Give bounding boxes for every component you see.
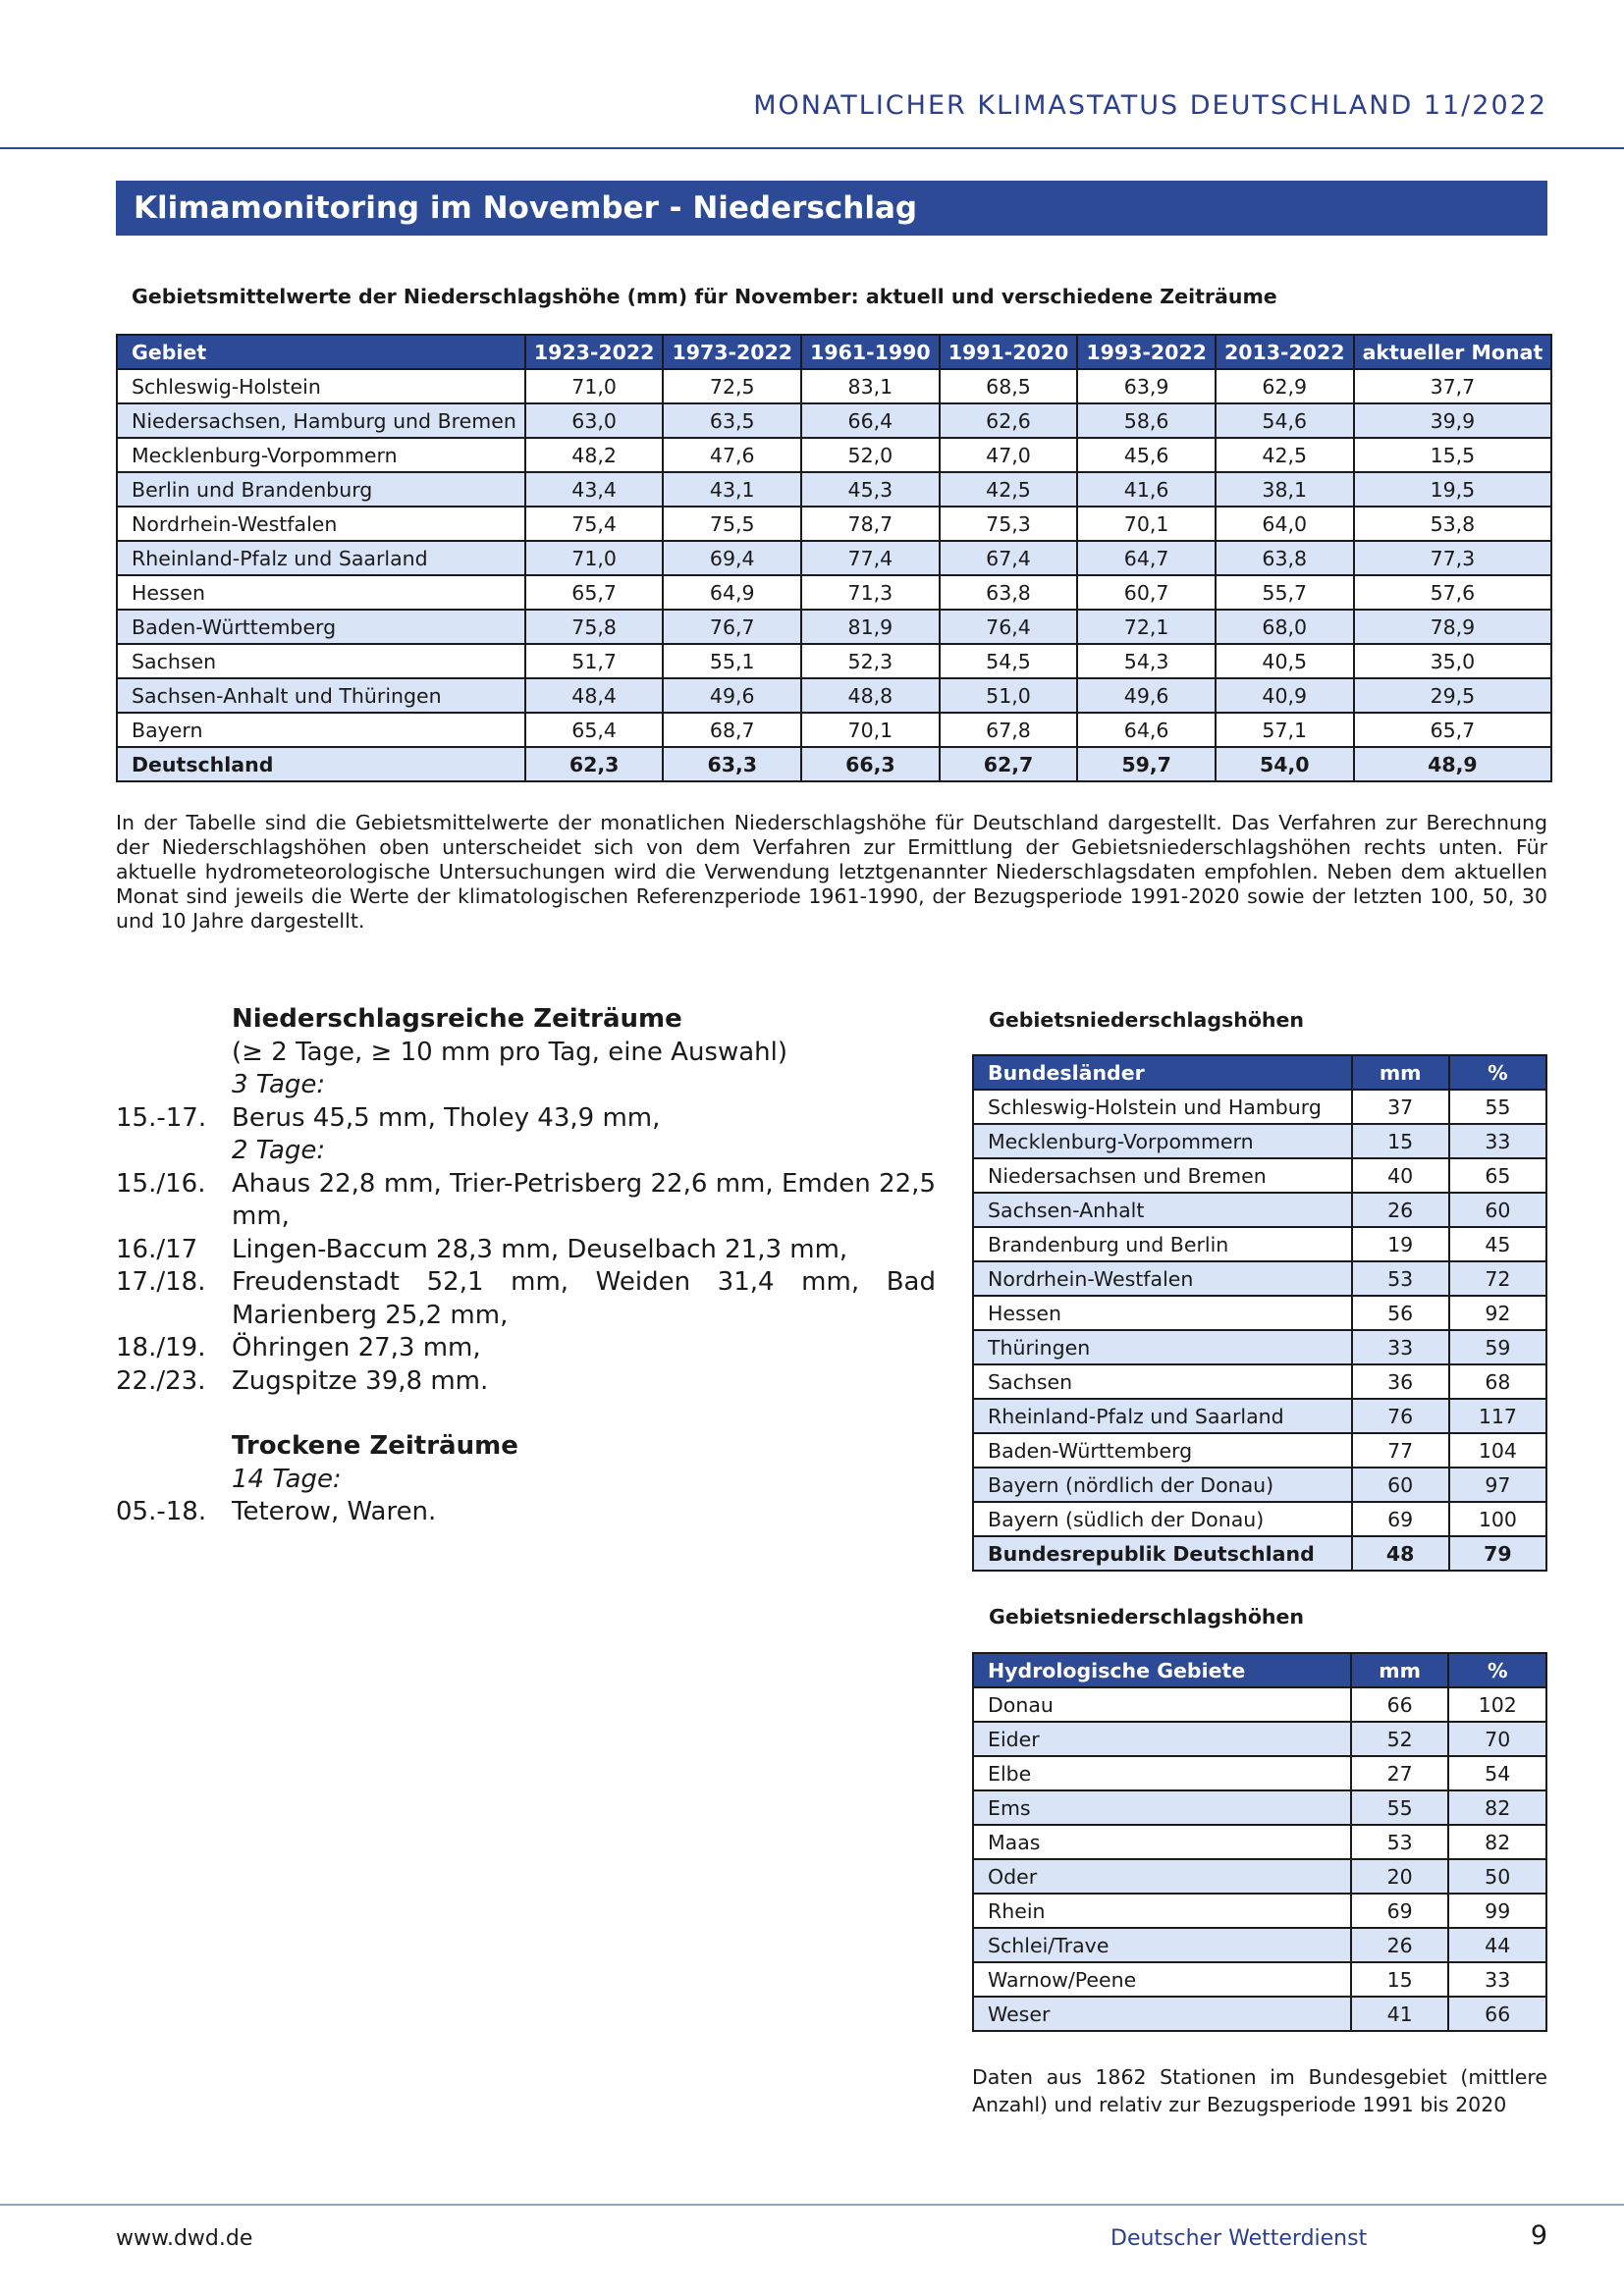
table-row [117,438,1551,472]
table-cell: 54,5 [940,644,1078,678]
table-cell: 78,7 [801,507,940,541]
two-days-label: 2 Tage: [232,1136,326,1165]
row-label: Mecklenburg-Vorpommern [973,1124,1352,1158]
laender-table [972,1054,1547,1572]
table-row [973,1790,1546,1825]
table-row [117,472,1551,507]
column-header: 1923-2022 [525,335,664,369]
table-cell: 75,4 [525,507,664,541]
table-cell: 53,8 [1354,507,1552,541]
column-header: 2013-2022 [1216,335,1354,369]
table-cell: 40,9 [1216,678,1354,713]
row-label: Eider [973,1722,1351,1756]
table-cell: 62,9 [1216,369,1354,403]
table-cell: 65,4 [525,713,664,747]
event-stations: Zugspitze 39,8 mm. [232,1365,489,1396]
row-label: Sachsen [973,1364,1352,1399]
table-cell: 59,7 [1077,747,1216,781]
laender-table-caption: Gebietsniederschlagshöhen [989,1008,1305,1032]
table-cell: 55,1 [663,644,801,678]
table-cell: 65,7 [1354,713,1552,747]
table-row [973,1536,1546,1571]
table-cell: 43,4 [525,472,664,507]
table-row [973,1158,1546,1193]
row-label: Warnow/Peene [973,1962,1351,1997]
table-cell: 71,3 [801,575,940,610]
table-cell: 75,5 [663,507,801,541]
section-title: Klimamonitoring im November - Niederschlag [116,181,1547,236]
table-cell: 19,5 [1354,472,1552,507]
row-label: Niedersachsen, Hamburg und Bremen [117,403,525,438]
dry-events [116,1496,936,1529]
column-header: % [1448,1653,1546,1687]
event-date: 18./19. [116,1333,206,1362]
table-cell: 76 [1352,1399,1449,1433]
table-cell: 83,1 [801,369,940,403]
table-cell: 67,4 [940,541,1078,575]
table-cell: 15 [1352,1124,1449,1158]
table-row [117,747,1551,781]
table-cell: 68 [1449,1364,1546,1399]
table-cell: 41 [1351,1997,1449,2031]
row-label: Deutschland [117,747,525,781]
table-row [117,644,1551,678]
row-label: Oder [973,1859,1351,1894]
table-cell: 76,4 [940,610,1078,644]
table-cell: 60,7 [1077,575,1216,610]
table-row [973,1124,1546,1158]
table-row [117,575,1551,610]
table-cell: 70,1 [801,713,940,747]
table-cell: 39,9 [1354,403,1552,438]
website-link[interactable]: www.dwd.de [116,2226,253,2251]
table-cell: 71,0 [525,541,664,575]
dry-periods-title: Trockene Zeiträume [232,1431,518,1461]
table-cell: 79 [1449,1536,1546,1571]
row-label: Brandenburg und Berlin [973,1227,1352,1261]
event-stations: Berus 45,5 mm, Tholey 43,9 mm, [232,1102,661,1133]
description-paragraph: In der Tabelle sind die Gebietsmittelwerte der monatlichen Niederschlagshöhe für Deutschland dargestellt. Das Verfahren zur Berechnung der Niederschlagshöhen oben unterscheidet sich von dem Verfahren zur Ermittlung der Gebietsniederschlagshöhen rechts unten. Für aktuelle hydrometeorologische Untersuchungen wird die Verwendung letztgenannter Niederschlagsdaten empfohlen. Neben dem aktuellen Monat sind jeweils die Werte der klimatologischen Referenzperiode 1961-1990, der Bezugsperiode 1991-2020 sowie der letzten 100, 50, 30 und 10 Jahre dargestellt. [116,811,1547,933]
table-cell: 48 [1352,1536,1449,1571]
hydro-table [972,1652,1547,2032]
table-row [117,507,1551,541]
table-cell: 63,8 [940,575,1078,610]
table-cell: 72,5 [663,369,801,403]
table-cell: 77 [1352,1433,1449,1468]
table-cell: 75,3 [940,507,1078,541]
table-cell: 76,7 [663,610,801,644]
row-label: Sachsen [117,644,525,678]
table-cell: 27 [1351,1756,1449,1790]
table-cell: 26 [1352,1193,1449,1227]
table-cell: 70 [1448,1722,1546,1756]
table-cell: 69,4 [663,541,801,575]
row-label: Hessen [973,1296,1352,1330]
event-date: 05.-18. [116,1497,207,1526]
table-cell: 54 [1448,1756,1546,1790]
table-row [973,1502,1546,1536]
table-cell: 37,7 [1354,369,1552,403]
table-cell: 47,0 [940,438,1078,472]
event-item [116,1234,936,1267]
table-cell: 40 [1352,1158,1449,1193]
table-cell: 64,9 [663,575,801,610]
page-number: 9 [1530,2220,1547,2251]
event-item [116,1496,936,1529]
row-label: Schleswig-Holstein [117,369,525,403]
table-cell: 64,6 [1077,713,1216,747]
table-cell: 63,0 [525,403,664,438]
table-cell: 72 [1449,1261,1546,1296]
table-cell: 44 [1448,1928,1546,1962]
column-header: 1991-2020 [940,335,1078,369]
table-cell: 48,9 [1354,747,1552,781]
table-row [973,1399,1546,1433]
table-row [973,1722,1546,1756]
table-row [117,713,1551,747]
row-label: Donau [973,1687,1351,1722]
row-label: Sachsen-Anhalt [973,1193,1352,1227]
three-days-label: 3 Tage: [232,1070,326,1099]
row-label: Maas [973,1825,1351,1859]
table-row [973,1962,1546,1997]
table-cell: 45,3 [801,472,940,507]
table-cell: 55 [1449,1090,1546,1124]
table-cell: 65,7 [525,575,664,610]
table-row [117,541,1551,575]
footer-divider [0,2204,1624,2206]
event-date: 16./17 [116,1234,198,1264]
table-cell: 53 [1352,1261,1449,1296]
table-row [973,1997,1546,2031]
table-cell: 33 [1449,1124,1546,1158]
table-cell: 66,4 [801,403,940,438]
column-header: 1973-2022 [663,335,801,369]
table-cell: 15,5 [1354,438,1552,472]
two-day-events [116,1168,936,1399]
row-label: Bundesrepublik Deutschland [973,1536,1352,1571]
row-label: Sachsen-Anhalt und Thüringen [117,678,525,713]
row-label: Niedersachsen und Bremen [973,1158,1352,1193]
table-row [973,1928,1546,1962]
table-cell: 75,8 [525,610,664,644]
table-cell: 66 [1351,1687,1449,1722]
row-label: Mecklenburg-Vorpommern [117,438,525,472]
table-cell: 57,1 [1216,713,1354,747]
table-cell: 70,1 [1077,507,1216,541]
table-row [973,1193,1546,1227]
table-cell: 41,6 [1077,472,1216,507]
table-cell: 63,9 [1077,369,1216,403]
data-note: Daten aus 1862 Stationen im Bundesgebiet (mittlere Anzahl) und relativ zur Bezugsperiode 1991 bis 2020 [972,2065,1547,2116]
event-date: 17./18. [116,1267,206,1297]
table-cell: 64,7 [1077,541,1216,575]
table-cell: 63,8 [1216,541,1354,575]
table-cell: 62,7 [940,747,1078,781]
column-header: mm [1352,1055,1449,1090]
row-label: Elbe [973,1756,1351,1790]
table-cell: 65 [1449,1158,1546,1193]
precipitation-table [116,334,1552,782]
table-cell: 52,0 [801,438,940,472]
column-header: 1961-1990 [801,335,940,369]
column-header: Gebiet [117,335,525,369]
row-label: Hessen [117,575,525,610]
row-label: Berlin und Brandenburg [117,472,525,507]
table-cell: 55 [1351,1790,1449,1825]
column-header: Hydrologische Gebiete [973,1653,1351,1687]
event-date: 15./16. [116,1168,206,1199]
event-date: 22./23. [116,1365,206,1396]
wet-periods-title: Niederschlagsreiche Zeiträume [232,1004,682,1034]
event-item [116,1332,936,1365]
table-cell: 43,1 [663,472,801,507]
row-label: Thüringen [973,1330,1352,1364]
table-cell: 67,8 [940,713,1078,747]
table-cell: 15 [1351,1962,1449,1997]
table-cell: 45,6 [1077,438,1216,472]
table-cell: 26 [1351,1928,1449,1962]
table-row [117,369,1551,403]
table-row [973,1330,1546,1364]
table-cell: 33 [1352,1330,1449,1364]
event-stations: Lingen-Baccum 28,3 mm, Deuselbach 21,3 mm, [232,1234,848,1264]
event-item [116,1168,936,1234]
table-cell: 63,5 [663,403,801,438]
precipitation-events [116,1003,936,1529]
table-cell: 92 [1449,1296,1546,1330]
table-cell: 58,6 [1077,403,1216,438]
table-cell: 42,5 [1216,438,1354,472]
table-cell: 57,6 [1354,575,1552,610]
table-row [973,1468,1546,1502]
table-cell: 63,3 [663,747,801,781]
table-cell: 68,0 [1216,610,1354,644]
row-label: Weser [973,1997,1351,2031]
column-header: mm [1351,1653,1449,1687]
table-row [117,678,1551,713]
table-cell: 77,4 [801,541,940,575]
table-cell: 72,1 [1077,610,1216,644]
table-cell: 53 [1351,1825,1449,1859]
table-cell: 97 [1449,1468,1546,1502]
table-row [973,1364,1546,1399]
row-label: Nordrhein-Westfalen [117,507,525,541]
table-cell: 40,5 [1216,644,1354,678]
table-cell: 62,3 [525,747,664,781]
header-divider [0,147,1624,149]
table-row [973,1227,1546,1261]
table-row [973,1433,1546,1468]
table-cell: 51,7 [525,644,664,678]
row-label: Bayern (südlich der Donau) [973,1502,1352,1536]
event-item [116,1102,936,1136]
row-label: Ems [973,1790,1351,1825]
table-cell: 81,9 [801,610,940,644]
table-cell: 82 [1448,1825,1546,1859]
table-cell: 117 [1449,1399,1546,1433]
row-label: Rheinland-Pfalz und Saarland [117,541,525,575]
table-cell: 62,6 [940,403,1078,438]
table-row [117,403,1551,438]
header-title: MONATLICHER KLIMASTATUS DEUTSCHLAND 11/2022 [753,90,1547,121]
table-cell: 38,1 [1216,472,1354,507]
table-cell: 51,0 [940,678,1078,713]
table-cell: 19 [1352,1227,1449,1261]
column-header: 1993-2022 [1077,335,1216,369]
table-cell: 33 [1448,1962,1546,1997]
table-cell: 49,6 [663,678,801,713]
main-table-caption: Gebietsmittelwerte der Niederschlagshöhe (mm) für November: aktuell und verschiedene Zeiträume [132,285,1277,308]
table-cell: 69 [1352,1502,1449,1536]
table-cell: 37 [1352,1090,1449,1124]
table-cell: 55,7 [1216,575,1354,610]
event-date: 15.-17. [116,1102,207,1133]
column-header: Bundesländer [973,1055,1352,1090]
event-stations: Ahaus 22,8 mm, Trier-Petrisberg 22,6 mm, Emden 22,5 mm, [232,1168,936,1231]
event-stations: Teterow, Waren. [232,1497,437,1526]
table-cell: 47,6 [663,438,801,472]
table-cell: 54,0 [1216,747,1354,781]
table-cell: 49,6 [1077,678,1216,713]
wet-periods-subtitle: (≥ 2 Tage, ≥ 10 mm pro Tag, eine Auswahl) [232,1037,788,1067]
table-cell: 59 [1449,1330,1546,1364]
table-cell: 99 [1448,1894,1546,1928]
table-cell: 60 [1449,1193,1546,1227]
table-row [973,1090,1546,1124]
row-label: Rhein [973,1894,1351,1928]
table-row [973,1687,1546,1722]
table-cell: 102 [1448,1687,1546,1722]
table-cell: 77,3 [1354,541,1552,575]
event-item [116,1266,936,1332]
row-label: Rheinland-Pfalz und Saarland [973,1399,1352,1433]
table-cell: 45 [1449,1227,1546,1261]
event-stations: Freudenstadt 52,1 mm, Weiden 31,4 mm, Bad Marienberg 25,2 mm, [232,1267,936,1330]
table-cell: 56 [1352,1296,1449,1330]
table-header-row [973,1055,1546,1090]
table-cell: 48,2 [525,438,664,472]
row-label: Schleswig-Holstein und Hamburg [973,1090,1352,1124]
row-label: Schlei/Trave [973,1928,1351,1962]
table-row [973,1859,1546,1894]
table-cell: 64,0 [1216,507,1354,541]
event-stations: Öhringen 27,3 mm, [232,1333,481,1362]
row-label: Baden-Württemberg [973,1433,1352,1468]
table-cell: 20 [1351,1859,1449,1894]
table-cell: 42,5 [940,472,1078,507]
table-row [973,1261,1546,1296]
table-cell: 36 [1352,1364,1449,1399]
event-item [116,1365,936,1399]
table-row [973,1756,1546,1790]
table-cell: 35,0 [1354,644,1552,678]
table-cell: 66 [1448,1997,1546,2031]
three-day-events [116,1102,936,1136]
table-row [973,1296,1546,1330]
table-cell: 78,9 [1354,610,1552,644]
row-label: Bayern (nördlich der Donau) [973,1468,1352,1502]
table-cell: 29,5 [1354,678,1552,713]
table-cell: 100 [1449,1502,1546,1536]
row-label: Bayern [117,713,525,747]
organization-name: Deutscher Wetterdienst [1110,2226,1368,2251]
table-cell: 69 [1351,1894,1449,1928]
table-cell: 68,7 [663,713,801,747]
table-cell: 60 [1352,1468,1449,1502]
fourteen-days-label: 14 Tage: [232,1464,342,1494]
table-cell: 71,0 [525,369,664,403]
table-cell: 52 [1351,1722,1449,1756]
row-label: Nordrhein-Westfalen [973,1261,1352,1296]
column-header: aktueller Monat [1354,335,1552,369]
table-row [973,1894,1546,1928]
table-header-row [973,1653,1546,1687]
table-cell: 104 [1449,1433,1546,1468]
table-cell: 54,3 [1077,644,1216,678]
table-header-row [117,335,1551,369]
table-cell: 50 [1448,1859,1546,1894]
row-label: Baden-Württemberg [117,610,525,644]
table-cell: 66,3 [801,747,940,781]
table-cell: 48,8 [801,678,940,713]
table-cell: 68,5 [940,369,1078,403]
hydro-table-caption: Gebietsniederschlagshöhen [989,1605,1305,1629]
table-row [117,610,1551,644]
table-cell: 54,6 [1216,403,1354,438]
column-header: % [1449,1055,1546,1090]
table-row [973,1825,1546,1859]
table-cell: 48,4 [525,678,664,713]
table-cell: 52,3 [801,644,940,678]
table-cell: 82 [1448,1790,1546,1825]
